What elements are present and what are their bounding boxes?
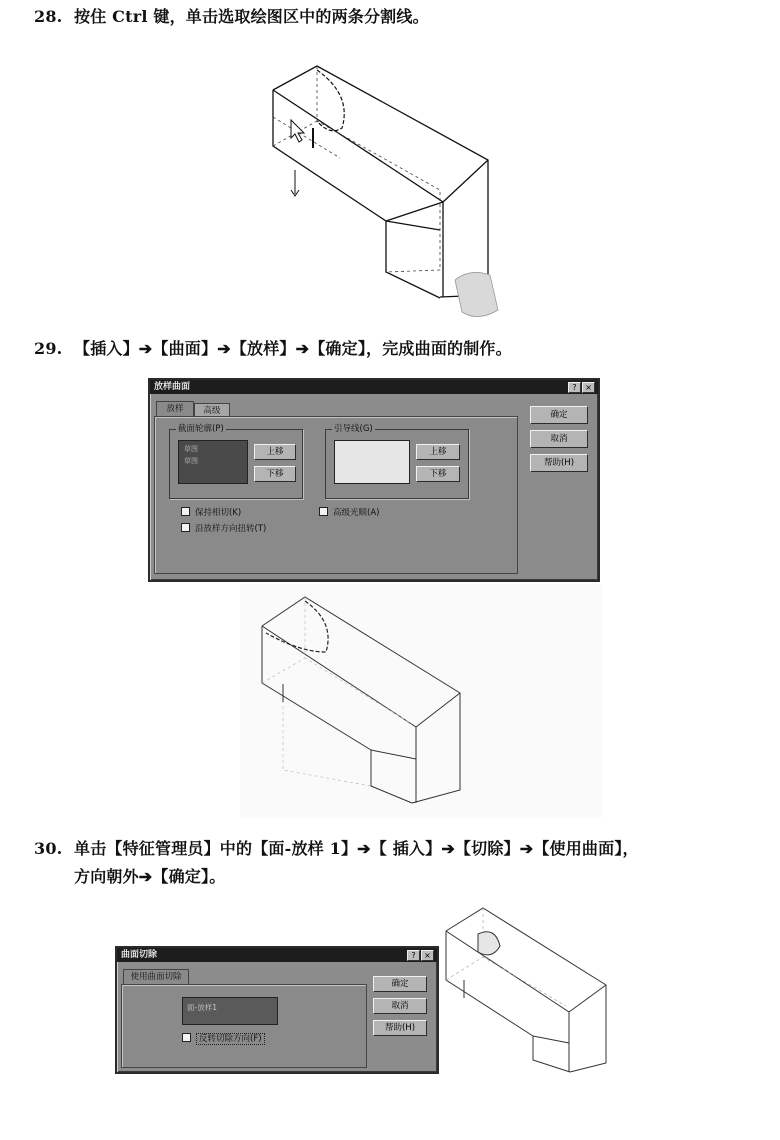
tab-cut-with-surface[interactable]: 使用曲面切除 bbox=[123, 969, 189, 984]
checkbox-label: 保持相切(K) bbox=[195, 508, 242, 518]
move-down-button[interactable]: 下移 bbox=[254, 466, 296, 482]
selected-surface-label: 面-放样1 bbox=[187, 1003, 217, 1012]
step-text: 方向朝外➔【确定】。 bbox=[74, 867, 226, 886]
help-button[interactable]: 帮助(H) bbox=[530, 454, 588, 472]
cancel-button[interactable]: 取消 bbox=[530, 430, 588, 448]
checkbox-label: 反转切除方向(F) bbox=[196, 1033, 265, 1045]
help-button[interactable]: 帮助(H) bbox=[373, 1020, 427, 1036]
close-icon[interactable]: × bbox=[421, 950, 434, 961]
checkbox-label: 沿放样方向扭转(T) bbox=[195, 524, 267, 534]
dialog-title: 放样曲面 bbox=[150, 380, 598, 394]
ok-button[interactable]: 确定 bbox=[530, 406, 588, 424]
guides-label: 引导线(G) bbox=[334, 424, 373, 434]
checkbox-label: 高级光顺(A) bbox=[333, 508, 380, 518]
step-text: 【插入】➔【曲面】➔【放样】➔【确定】，完成曲面的制作。 bbox=[74, 339, 512, 358]
question-icon[interactable]: ? bbox=[407, 950, 420, 961]
cancel-button[interactable]: 取消 bbox=[373, 998, 427, 1014]
dialog-title: 曲面切除 bbox=[117, 948, 437, 962]
ok-button[interactable]: 确定 bbox=[373, 976, 427, 992]
tab-advanced[interactable]: 高级 bbox=[194, 403, 230, 416]
list-item[interactable]: 草图 bbox=[184, 445, 198, 453]
step-number: 29. bbox=[34, 339, 63, 358]
step-number: 30. bbox=[34, 839, 63, 858]
question-icon[interactable]: ? bbox=[568, 382, 581, 393]
tab-loft[interactable]: 放样 bbox=[156, 401, 194, 416]
move-up-button[interactable]: 上移 bbox=[416, 444, 460, 460]
move-down-button[interactable]: 下移 bbox=[416, 466, 460, 482]
close-icon[interactable]: × bbox=[582, 382, 595, 393]
step-text: 按住 Ctrl 键，单击选取绘图区中的两条分割线。 bbox=[74, 7, 429, 26]
list-item[interactable]: 草图 bbox=[184, 457, 198, 465]
profiles-label: 截面轮廓(P) bbox=[178, 424, 224, 434]
step-text: 单击【特征管理员】中的【面-放样 1】➔【 插入】➔【切除】➔【使用曲面】， bbox=[74, 839, 639, 858]
step-number: 28. bbox=[34, 7, 63, 26]
move-up-button[interactable]: 上移 bbox=[254, 444, 296, 460]
